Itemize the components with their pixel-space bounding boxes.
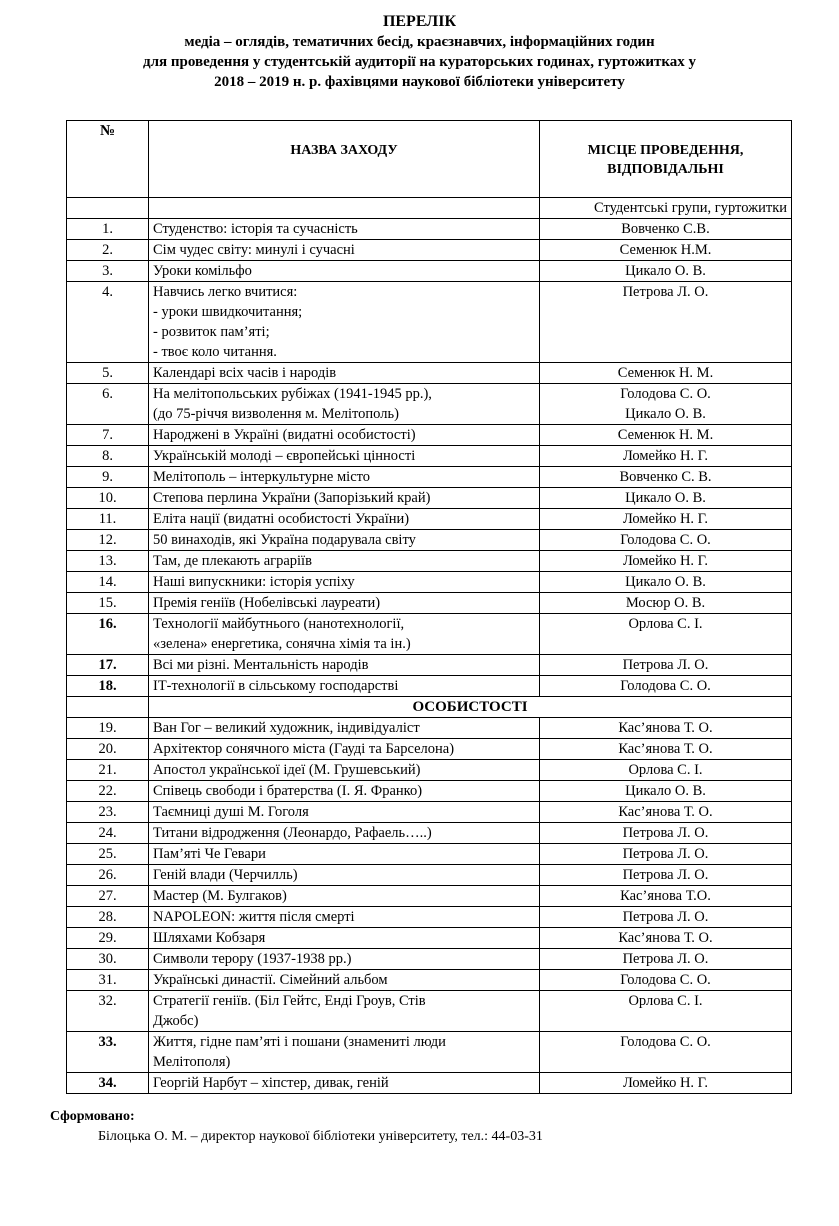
- event-responsible: Петрова Л. О.: [540, 865, 792, 886]
- event-responsible: Петрова Л. О.: [540, 655, 792, 676]
- event-name: Архітектор сонячного міста (Гауді та Барселона): [149, 739, 540, 760]
- row-number: 3.: [67, 261, 149, 282]
- event-responsible: Петрова Л. О.: [540, 823, 792, 844]
- row-number: 23.: [67, 802, 149, 823]
- footer-text: Білоцька О. М. – директор наукової бібліотеки університету, тел.: 44-03-31: [98, 1129, 543, 1144]
- table-row: [67, 886, 792, 907]
- event-responsible: Ломейко Н. Г.: [540, 1073, 792, 1094]
- table-row: [67, 823, 792, 844]
- event-responsible: Кас’янова Т. О.: [540, 802, 792, 823]
- subheader-row: [67, 198, 792, 219]
- event-responsible: Орлова С. І.: [540, 614, 792, 655]
- event-name: Наші випускники: історія успіху: [149, 572, 540, 593]
- subtitle-line-3: 2018 – 2019 н. р. фахівцями наукової бібліотеки університету: [214, 74, 625, 90]
- event-name: Еліта нації (видатні особистості України): [149, 509, 540, 530]
- table-row: [67, 551, 792, 572]
- row-number: 10.: [67, 488, 149, 509]
- section-row: [67, 697, 792, 718]
- event-responsible: Петрова Л. О.: [540, 949, 792, 970]
- row-number: 6.: [67, 384, 149, 425]
- subtitle-line-1: медіа – оглядів, тематичних бесід, краєзнавчих, інформаційних годин: [184, 34, 655, 50]
- table-row: [67, 1032, 792, 1073]
- empty-cell: [67, 697, 149, 718]
- table-row: [67, 467, 792, 488]
- table-row: [67, 1073, 792, 1094]
- row-number: 12.: [67, 530, 149, 551]
- event-name: Всі ми різні. Ментальність народів: [149, 655, 540, 676]
- empty-cell: [149, 198, 540, 219]
- event-name: Титани відродження (Леонардо, Рафаель…..): [149, 823, 540, 844]
- event-responsible: Семенюк Н.М.: [540, 240, 792, 261]
- event-name: NAPOLEON: життя після смерті: [149, 907, 540, 928]
- table-row: [67, 676, 792, 697]
- row-number: 7.: [67, 425, 149, 446]
- row-number: 1.: [67, 219, 149, 240]
- event-name: Сім чудес світу: минулі і сучасні: [149, 240, 540, 261]
- row-number: 16.: [67, 614, 149, 655]
- row-number: 31.: [67, 970, 149, 991]
- footer: [50, 1107, 543, 1147]
- table-row: [67, 572, 792, 593]
- table-row: [67, 844, 792, 865]
- event-responsible: Мосюр О. В.: [540, 593, 792, 614]
- event-name: Технології майбутнього (нанотехнології, «зелена» енергетика, сонячна хімія та ін.): [149, 614, 540, 655]
- event-responsible: Голодова С. О.: [540, 530, 792, 551]
- table-row: [67, 760, 792, 781]
- event-responsible: Голодова С. О.: [540, 676, 792, 697]
- empty-cell: [67, 198, 149, 219]
- event-name: Ван Гог – великий художник, індивідуаліст: [149, 718, 540, 739]
- row-number: 19.: [67, 718, 149, 739]
- event-name: Календарі всіх часів і народів: [149, 363, 540, 384]
- event-responsible: Цикало О. В.: [540, 261, 792, 282]
- document-header: [0, 12, 839, 92]
- event-responsible: Кас’янова Т. О.: [540, 718, 792, 739]
- row-number: 34.: [67, 1073, 149, 1094]
- row-number: 14.: [67, 572, 149, 593]
- section-title: ОСОБИСТОСТІ: [149, 697, 792, 718]
- event-name: Мелітополь – інтеркультурне місто: [149, 467, 540, 488]
- row-number: 8.: [67, 446, 149, 467]
- event-responsible: Орлова С. І.: [540, 760, 792, 781]
- table-row: [67, 509, 792, 530]
- event-name: Народжені в Україні (видатні особистості): [149, 425, 540, 446]
- row-number: 13.: [67, 551, 149, 572]
- table-row: [67, 363, 792, 384]
- event-responsible: Голодова С. О. Цикало О. В.: [540, 384, 792, 425]
- event-name: Премія геніїв (Нобелівські лауреати): [149, 593, 540, 614]
- event-responsible: Семенюк Н. М.: [540, 425, 792, 446]
- row-number: 26.: [67, 865, 149, 886]
- table-row: [67, 802, 792, 823]
- table-row: [67, 282, 792, 363]
- row-number: 20.: [67, 739, 149, 760]
- table-row: [67, 261, 792, 282]
- column-header-place: МІСЦЕ ПРОВЕДЕННЯ, ВІДПОВІДАЛЬНІ: [540, 121, 792, 198]
- event-responsible: Петрова Л. О.: [540, 844, 792, 865]
- row-number: 22.: [67, 781, 149, 802]
- table-row: [67, 425, 792, 446]
- event-name: Навчись легко вчитися: - уроки швидкочитання; - розвиток пам’яті; - твоє коло читання.: [149, 282, 540, 363]
- event-name: Апостол української ідеї (М. Грушевський): [149, 760, 540, 781]
- subtitle-line-2: для проведення у студентській аудиторії на кураторських годинах, гуртожитках у: [142, 54, 697, 70]
- table-row: [67, 384, 792, 425]
- event-responsible: Ломейко Н. Г.: [540, 509, 792, 530]
- row-number: 27.: [67, 886, 149, 907]
- row-number: 33.: [67, 1032, 149, 1073]
- event-name: Студенство: історія та сучасність: [149, 219, 540, 240]
- event-responsible: Вовченко С.В.: [540, 219, 792, 240]
- row-number: 18.: [67, 676, 149, 697]
- table-row: [67, 240, 792, 261]
- table-row: [67, 949, 792, 970]
- event-name: Життя, гідне пам’яті і пошани (знамениті люди Мелітополя): [149, 1032, 540, 1073]
- event-responsible: Голодова С. О.: [540, 970, 792, 991]
- event-name: Таємниці душі М. Гоголя: [149, 802, 540, 823]
- table-header-row: [67, 121, 792, 198]
- table-row: [67, 446, 792, 467]
- row-number: 5.: [67, 363, 149, 384]
- row-number: 30.: [67, 949, 149, 970]
- event-name: Мастер (М. Булгаков): [149, 886, 540, 907]
- column-header-name: НАЗВА ЗАХОДУ: [149, 121, 540, 198]
- row-number: 11.: [67, 509, 149, 530]
- event-responsible: Кас’янова Т. О.: [540, 928, 792, 949]
- event-name: Геній влади (Черчилль): [149, 865, 540, 886]
- table-row: [67, 593, 792, 614]
- row-number: 28.: [67, 907, 149, 928]
- row-number: 9.: [67, 467, 149, 488]
- row-number: 4.: [67, 282, 149, 363]
- row-number: 15.: [67, 593, 149, 614]
- event-responsible: Цикало О. В.: [540, 572, 792, 593]
- event-name: Українській молоді – європейські цінності: [149, 446, 540, 467]
- event-name: 50 винаходів, які Україна подарувала світу: [149, 530, 540, 551]
- table-row: [67, 865, 792, 886]
- event-responsible: Голодова С. О.: [540, 1032, 792, 1073]
- event-name: Співець свободи і братерства (І. Я. Франко): [149, 781, 540, 802]
- table-row: [67, 718, 792, 739]
- event-name: Стратегії геніїв. (Біл Гейтс, Енді Гроув, Стів Джобс): [149, 991, 540, 1032]
- subheader-groups: Студентські групи, гуртожитки: [540, 198, 792, 219]
- document-title: ПЕРЕЛІК: [382, 13, 457, 30]
- event-responsible: Вовченко С. В.: [540, 467, 792, 488]
- table-row: [67, 530, 792, 551]
- event-responsible: Орлова С. І.: [540, 991, 792, 1032]
- table-row: [67, 991, 792, 1032]
- event-responsible: Кас’янова Т. О.: [540, 739, 792, 760]
- row-number: 2.: [67, 240, 149, 261]
- event-responsible: Петрова Л. О.: [540, 907, 792, 928]
- events-table: [66, 120, 792, 1094]
- event-name: Степова перлина України (Запорізький край): [149, 488, 540, 509]
- event-responsible: Цикало О. В.: [540, 781, 792, 802]
- table-row: [67, 655, 792, 676]
- table-row: [67, 907, 792, 928]
- event-name: Українські династії. Сімейний альбом: [149, 970, 540, 991]
- row-number: 21.: [67, 760, 149, 781]
- event-name: ІТ-технології в сільському господарстві: [149, 676, 540, 697]
- event-responsible: Петрова Л. О.: [540, 282, 792, 363]
- row-number: 17.: [67, 655, 149, 676]
- table-row: [67, 219, 792, 240]
- table-row: [67, 928, 792, 949]
- table-row: [67, 739, 792, 760]
- event-name: Там, де плекають аграріїв: [149, 551, 540, 572]
- event-name: Георгій Нарбут – хіпстер, дивак, геній: [149, 1073, 540, 1094]
- row-number: 24.: [67, 823, 149, 844]
- event-responsible: Семенюк Н. М.: [540, 363, 792, 384]
- event-name: Шляхами Кобзаря: [149, 928, 540, 949]
- event-name: На мелітопольських рубіжах (1941-1945 рр.), (до 75-річчя визволення м. Мелітополь): [149, 384, 540, 425]
- event-name: Уроки комільфо: [149, 261, 540, 282]
- table-row: [67, 614, 792, 655]
- event-name: Символи терору (1937-1938 рр.): [149, 949, 540, 970]
- row-number: 25.: [67, 844, 149, 865]
- table-row: [67, 970, 792, 991]
- event-responsible: Цикало О. В.: [540, 488, 792, 509]
- table-row: [67, 488, 792, 509]
- event-name: Пам’яті Че Гевари: [149, 844, 540, 865]
- table-body: [67, 198, 792, 1094]
- event-responsible: Ломейко Н. Г.: [540, 551, 792, 572]
- footer-label: Сформовано:: [50, 1109, 135, 1124]
- row-number: 32.: [67, 991, 149, 1032]
- event-responsible: Кас’янова Т.О.: [540, 886, 792, 907]
- row-number: 29.: [67, 928, 149, 949]
- table-row: [67, 781, 792, 802]
- event-responsible: Ломейко Н. Г.: [540, 446, 792, 467]
- column-header-number: №: [67, 121, 149, 198]
